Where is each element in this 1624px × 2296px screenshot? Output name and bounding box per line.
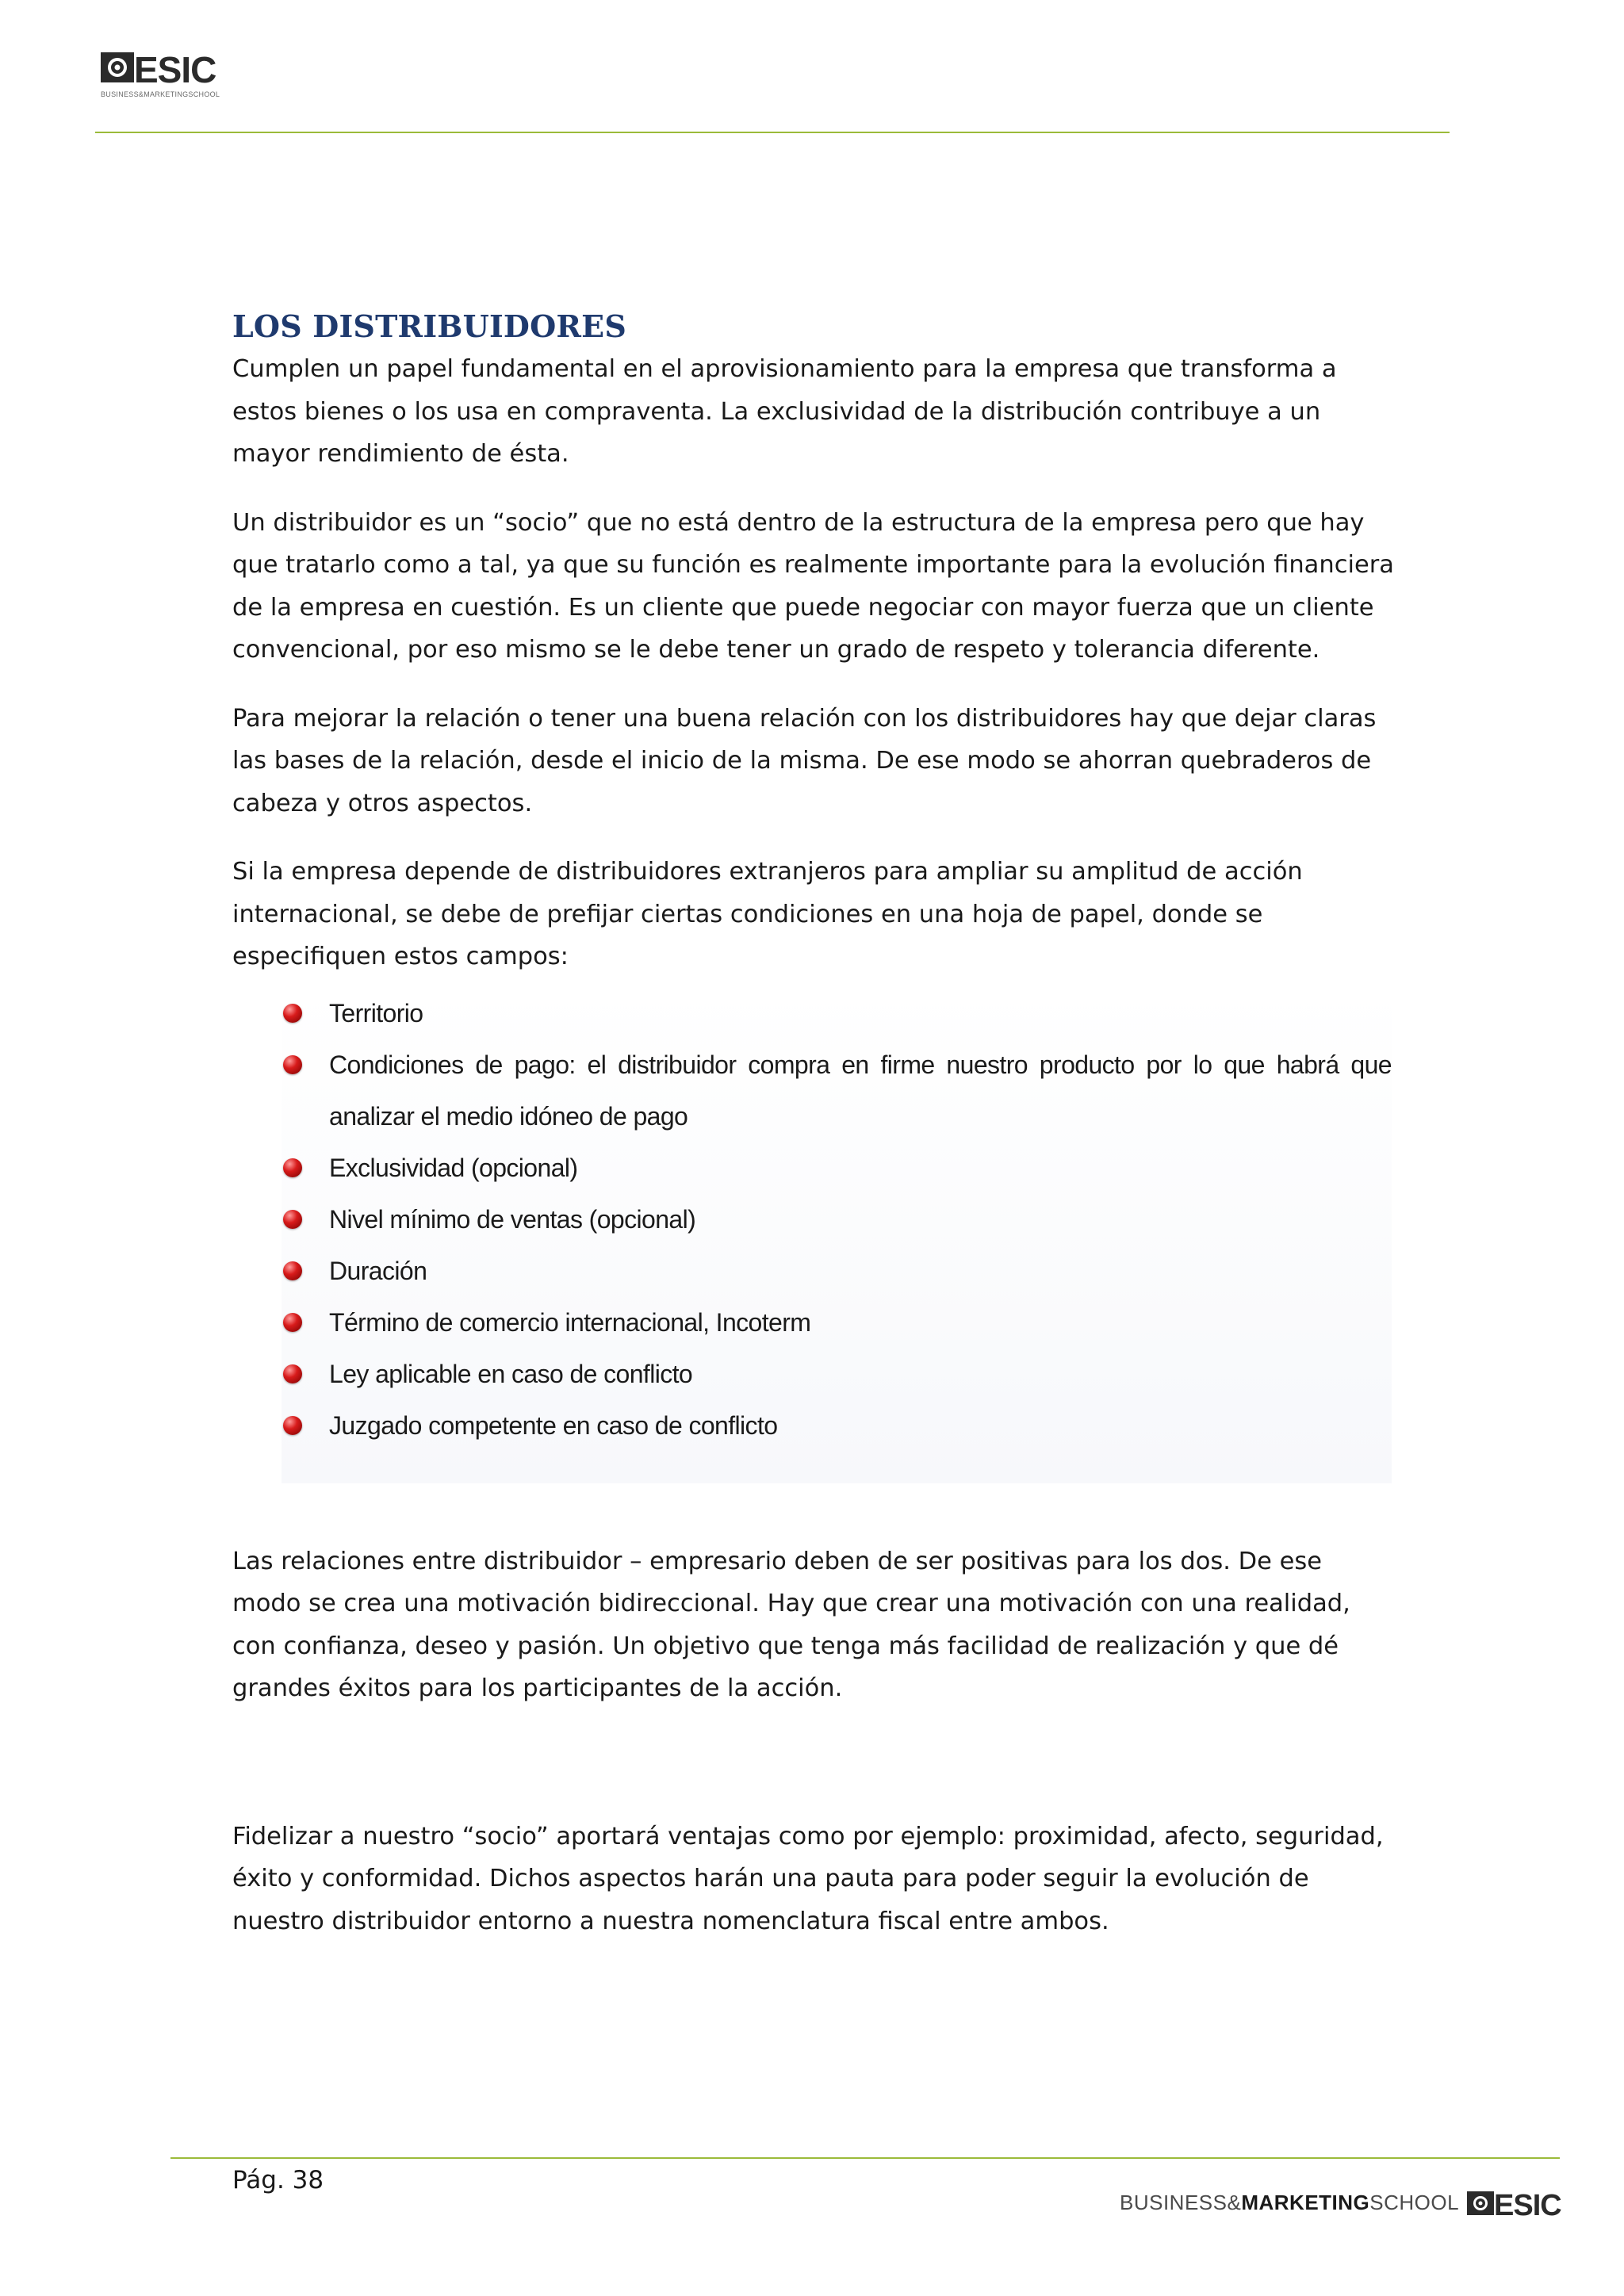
brand-business: BUSINESS& [1120, 2190, 1242, 2214]
paragraph: Si la empresa depende de distribuidores extranjeros para ampliar su amplitud de acción internacional, se debe de prefijar ciertas condiciones en una hoja de papel, donde se especifiquen estos campos: [232, 858, 1303, 970]
list-item-text: Exclusividad (opcional) [329, 1153, 578, 1182]
footer-divider [170, 2157, 1560, 2159]
logo-wordmark: ESIC [134, 49, 216, 90]
esic-logo [99, 48, 258, 105]
paragraph: Las relaciones entre distribuidor – empresario deben de ser positivas para los dos. De ese modo se crea una motivación bidireccional. Hay que crear una motivación con una realidad, con confianza, deseo y pasión. Un objetivo que tenga más facilidad de realización y que dé grandes éxitos para los participantes de la acción. [232, 1547, 1350, 1702]
header-divider [95, 132, 1450, 133]
red-bullet-icon [283, 1055, 302, 1074]
red-bullet-icon [283, 1416, 302, 1435]
list-item-text: Territorio [329, 998, 423, 1027]
footer-logo-wordmark: ESIC [1494, 2189, 1561, 2218]
red-bullet-icon [283, 1210, 302, 1229]
list-item-text: Ley aplicable en caso de conflicto [329, 1359, 693, 1388]
red-bullet-icon [283, 1158, 302, 1177]
list-item [282, 988, 1392, 1039]
brand-school: SCHOOL [1369, 2190, 1460, 2214]
red-bullet-icon [283, 1313, 302, 1332]
paragraph: Un distribuidor es un “socio” que no está dentro de la estructura de la empresa pero que hay que tratarlo como a tal, ya que su función es realmente importante para la evolución financiera de la empresa en cuestión. Es un cliente que puede negociar con mayor fuerza que un cliente convencional, por eso mismo se le debe tener un grado de respeto y tolerancia diferente. [232, 508, 1394, 664]
list-item [282, 1142, 1392, 1194]
page-number: Pág. 38 [232, 2166, 324, 2195]
list-item [282, 1400, 1392, 1452]
list-item [282, 1246, 1392, 1297]
section-title: LOS DISTRIBUIDORES [232, 308, 626, 344]
list-item [282, 1297, 1392, 1349]
footer-brand-text [1120, 2191, 1459, 2215]
logo-tagline: BUSINESS&MARKETINGSCHOOL [101, 90, 220, 98]
red-bullet-icon [283, 1004, 302, 1023]
conditions-list-box [282, 988, 1392, 1483]
list-item-text: Duración [329, 1256, 427, 1285]
paragraph: Cumplen un papel fundamental en el aprovisionamiento para la empresa que transforma a estos bienes o los usa en compraventa. La exclusividad de la distribución contribuye a un mayor rendimiento de ésta. [232, 355, 1337, 468]
list-item [282, 1039, 1392, 1142]
list-item-text: Nivel mínimo de ventas (opcional) [329, 1204, 696, 1234]
list-item-text: Condiciones de pago: el distribuidor compra en firme nuestro producto por lo que habrá que analizar el medio idóneo de pago [329, 1050, 1392, 1131]
footer-esic-logo [1465, 2187, 1592, 2218]
brand-marketing: MARKETING [1241, 2190, 1370, 2214]
conditions-list [282, 988, 1392, 1452]
list-item [282, 1349, 1392, 1400]
footer-brand [1120, 2187, 1592, 2218]
paragraph: Para mejorar la relación o tener una buena relación con los distribuidores hay que dejar claras las bases de la relación, desde el inicio de la misma. De ese modo se ahorran quebraderos de cabeza y otros aspectos. [232, 704, 1377, 817]
page-content [232, 305, 1398, 1969]
list-item [282, 1194, 1392, 1246]
list-item-text: Término de comercio internacional, Incoterm [329, 1307, 811, 1337]
paragraph: Fidelizar a nuestro “socio” aportará ventajas como por ejemplo: proximidad, afecto, seguridad, éxito y conformidad. Dichos aspectos harán una pauta para poder seguir la evolución de nuestro distribuidor entorno a nuestra nomenclatura fiscal entre ambos. [232, 1822, 1384, 1935]
red-bullet-icon [283, 1364, 302, 1383]
list-item-text: Juzgado competente en caso de conflicto [329, 1410, 778, 1440]
esic-logo-graphic [99, 48, 258, 105]
red-bullet-icon [283, 1261, 302, 1280]
